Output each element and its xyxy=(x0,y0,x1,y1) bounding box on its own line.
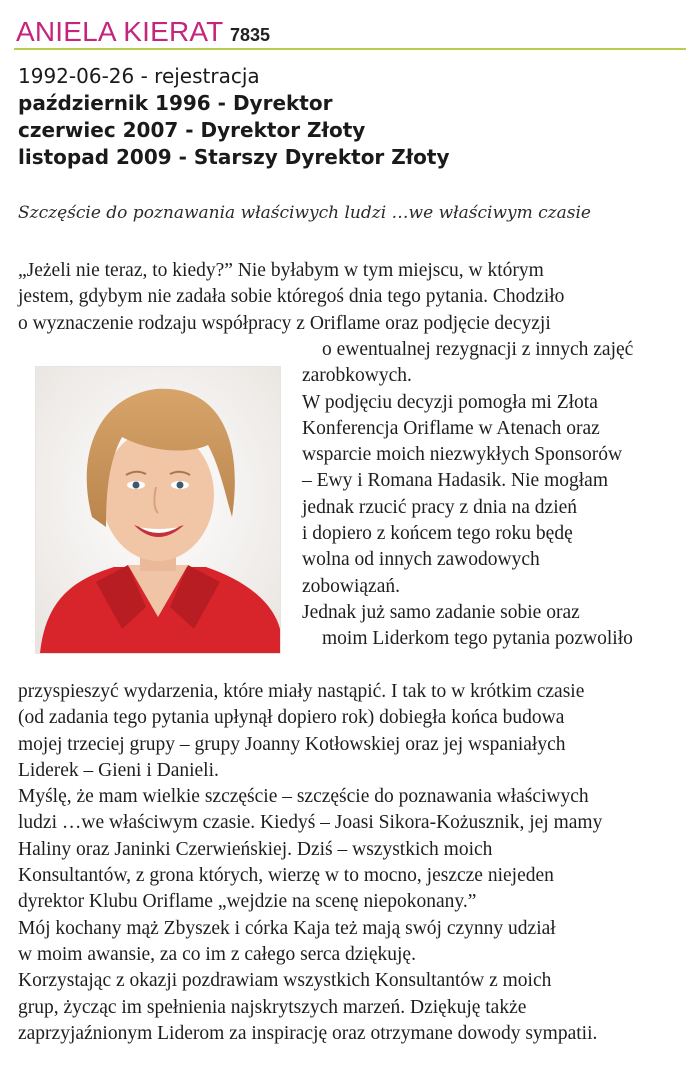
person-name: ANIELA KIERAT xyxy=(16,16,224,47)
career-line: listopad 2009 - Starszy Dyrektor Złoty xyxy=(18,145,450,169)
text-line: Haliny oraz Janinki Czerwieńskiej. Dziś – wszystkich moich xyxy=(18,838,493,860)
career-line: czerwiec 2007 - Dyrektor Złoty xyxy=(18,118,366,142)
text-line: zaprzyjaźnionym Liderom za inspirację oraz otrzymane dowody sympatii. xyxy=(18,1022,598,1044)
text-line: o wyznaczenie rodzaju współpracy z Oriflame oraz podjęcie decyzji xyxy=(18,312,551,334)
text-line: jednak rzucić pracy z dnia na dzień xyxy=(302,496,578,518)
text-line: Konferencja Oriflame w Atenach oraz xyxy=(302,417,600,439)
text-line: zarobkowych. xyxy=(302,365,412,387)
person-number: 7835 xyxy=(230,25,271,45)
text-line: Korzystając z okazji pozdrawiam wszystkich Konsultantów z moich xyxy=(18,970,552,992)
motto: Szczęście do poznawania właściwych ludzi …we właściwym czasie xyxy=(18,203,591,223)
text-line: ludzi …we właściwym czasie. Kiedyś – Joasi Sikora-Kożusznik, jej mamy xyxy=(18,812,603,834)
text-line: i dopiero z końcem tego roku będę xyxy=(302,523,573,545)
text-line: Mój kochany mąż Zbyszek i córka Kaja też mają swój czynny udział xyxy=(18,917,556,939)
text-line: dyrektor Klubu Oriflame „wejdzie na scenę niepokonany.” xyxy=(18,891,477,913)
text-line: „Jeżeli nie teraz, to kiedy?” Nie byłabym w tym miejscu, w którym xyxy=(18,260,544,281)
text-line: moim Liderkom tego pytania pozwoliło xyxy=(322,628,633,650)
text-line: wsparcie moich niezwykłych Sponsorów xyxy=(302,444,623,466)
paragraph-bottom xyxy=(18,679,682,1047)
text-line: przyspieszyć wydarzenia, które miały nastąpić. I tak to w krótkim czasie xyxy=(18,681,585,702)
paragraph-top xyxy=(18,258,682,337)
header xyxy=(14,8,686,50)
text-line: jestem, gdybym nie zadała sobie któregoś dnia tego pytania. Chodziło xyxy=(18,286,565,308)
text-line: mojej trzeciej grupy – grupy Joanny Kotłowskiej oraz jej wspaniałych xyxy=(18,733,566,755)
paragraph-side xyxy=(302,337,682,653)
text-line: grup, życząc im spełnienia najskrytszych marzeń. Dziękuję także xyxy=(18,996,527,1018)
text-line: – Ewy i Romana Hadasik. Nie mogłam xyxy=(302,470,608,492)
text-line: wolna od innych zawodowych xyxy=(302,549,540,571)
text-line: Konsultantów, z grona których, wierzę w to mocno, jeszcze niejeden xyxy=(18,865,554,887)
portrait-photo xyxy=(36,367,280,653)
text-line: (od zadania tego pytania upłynął dopiero rok) dobiegła końca budowa xyxy=(18,707,565,729)
career-line: październik 1996 - Dyrektor xyxy=(18,91,333,115)
career-history xyxy=(18,63,678,171)
text-line: w moim awansie, za co im z całego serca dziękuję. xyxy=(18,943,416,965)
text-line: zobowiązań. xyxy=(302,575,400,597)
text-line: Jednak już samo zadanie sobie oraz xyxy=(302,601,580,623)
text-line: o ewentualnej rezygnacji z innych zajęć xyxy=(322,339,634,360)
portrait-illustration xyxy=(36,367,280,653)
text-line: Liderek – Gieni i Danieli. xyxy=(18,759,219,781)
career-line: 1992-06-26 - rejestracja xyxy=(18,64,260,88)
text-line: Myślę, że mam wielkie szczęście – szczęście do poznawania właściwych xyxy=(18,786,589,808)
text-line: W podjęciu decyzji pomogła mi Złota xyxy=(302,391,598,413)
